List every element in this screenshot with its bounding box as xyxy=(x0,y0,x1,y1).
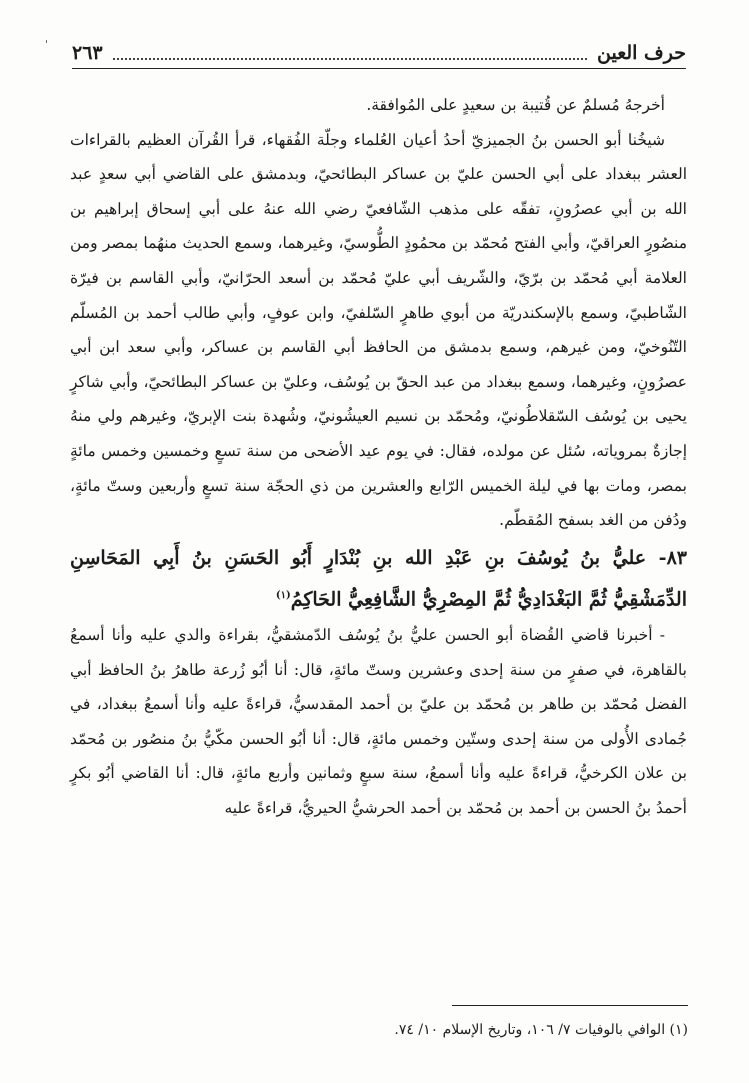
margin-mark: ' xyxy=(45,38,49,51)
page-header xyxy=(72,34,686,69)
header-leader-dots xyxy=(113,58,587,60)
page-number: ٢٦٣ xyxy=(72,42,103,64)
entry-heading-text: ٨٣- عليُّ بنُ يُوسُفَ بنِ عَبْدِ الله بنِ بُنْدَارٍ أَبُو الحَسَنِ بنُ أَبِي المَحَاسِنِ الدِّمَشْقِيُّ ثُمَّ البَغْدَادِيُّ ثُمَّ المِصْرِيُّ الشَّافِعِيُّ الحَاكِمُ xyxy=(70,546,687,611)
running-title: حرف العين xyxy=(597,42,686,64)
footnote-separator xyxy=(452,1005,688,1006)
paragraph-biography: شيخُنا أبو الحسن بنُ الجميزيّ أحدُ أعيان العُلماء وجلّة الفُقهاء، قرأ القُرآن العظيم بالقراءات العشر ببغداد على أبي الحسن عليّ بن عساكر البطائحيّ، وبدمشق على القاضي أبي سعدٍ عبد الله بن أبي عصرُونٍ، تفقّه على مذهب الشّافعيّ رضي الله عنهُ على أبي إسحاق إبراهيم بن منصُورٍ العراقيّ، وأبي الفتح مُحمّد بن محمُودٍ الطُّوسيّ، وغيرهما، وسمع الحديث منهُما بمصر ومن العلامة أبي مُحمّد بن برّيّ، والشّريف أبي عليّ مُحمّد بن أسعد الحرّانيّ، وأبي القاسم بن فيرّة الشّاطبيّ، وسمع بالإسكندريّة من أبوي طاهرٍ السّلفيّ، وابن عوفٍ، وأبي طالب أحمد بن المُسلّم التّنُوخيّ، ومن غيرهم، وسمع بدمشق من الحافظ أبي القاسم بن عساكر، وأبي سعد ابن أبي عصرُونٍ، وغيرهما، وسمع ببغداد من عبد الحقّ بن يُوسُف، وعليّ بن عساكر البطائحيّ، وأبي شاكرٍ يحيى بن يُوسُف السّقلاطُونيّ، ومُحمّد بن نسيم العيشُونيّ، وشُهدة بنت الإبريّ، وغيرهم ولي منهُ إجازةٌ بمروياته، سُئل عن مولده، فقال: في يوم عيد الأضحى من سنة تسعٍ وخمسين وخمس مائةٍ بمصر، ومات بها في ليلة الخميس الرّابع والعشرين من ذي الحجّة سنة تسعٍ وأربعين وستّ مائةٍ، ودُفن من الغد بسفح المُقطّم. xyxy=(70,130,687,530)
paragraph-isnad: - أخبرنا قاضي القُضاة أبو الحسن عليُّ بنُ يُوسُف الدّمشقيُّ، بقراءة والدي عليه وأنا أسمعُ بالقاهرة، في صفرٍ من سنة إحدى وعشرين وستّ مائةٍ، قال: أنا أبُو زُرعة طاهرُ بنُ الحافظ أبي الفضل مُحمّد بن طاهر بن مُحمّد بن عليّ بن أحمد المقدسيُّ، قراءةً عليه وأنا أسمعُ ببغداد، في جُمادى الأُولى من سنة إحدى وستّين وخمس مائةٍ، قال: أنا أبُو الحسن مكّيُّ بنُ منصُور بن مُحمّد بن علان الكرخيُّ، قراءةً عليه وأنا أسمعُ، سنة سبعٍ وثمانين وأربع مائةٍ، قال: أنا القاضي أبُو بكرٍ أحمدُ بنُ الحسن بن أحمد بن مُحمّد بن أحمد الحرشيُّ الحيريُّ، قراءةً عليه xyxy=(70,626,687,818)
footnote-marker: (١) xyxy=(275,589,291,601)
entry-heading xyxy=(70,540,687,618)
paragraph-hadith-end: أخرجهُ مُسلمٌ عن قُتيبة بن سعيدٍ على المُوافقة. xyxy=(366,96,665,114)
footnote: (١) الوافي بالوفيات ٧/ ١٠٦، وتاريخ الإسلام ١٠/ ٧٤. xyxy=(394,1022,688,1038)
page-body xyxy=(70,88,687,826)
